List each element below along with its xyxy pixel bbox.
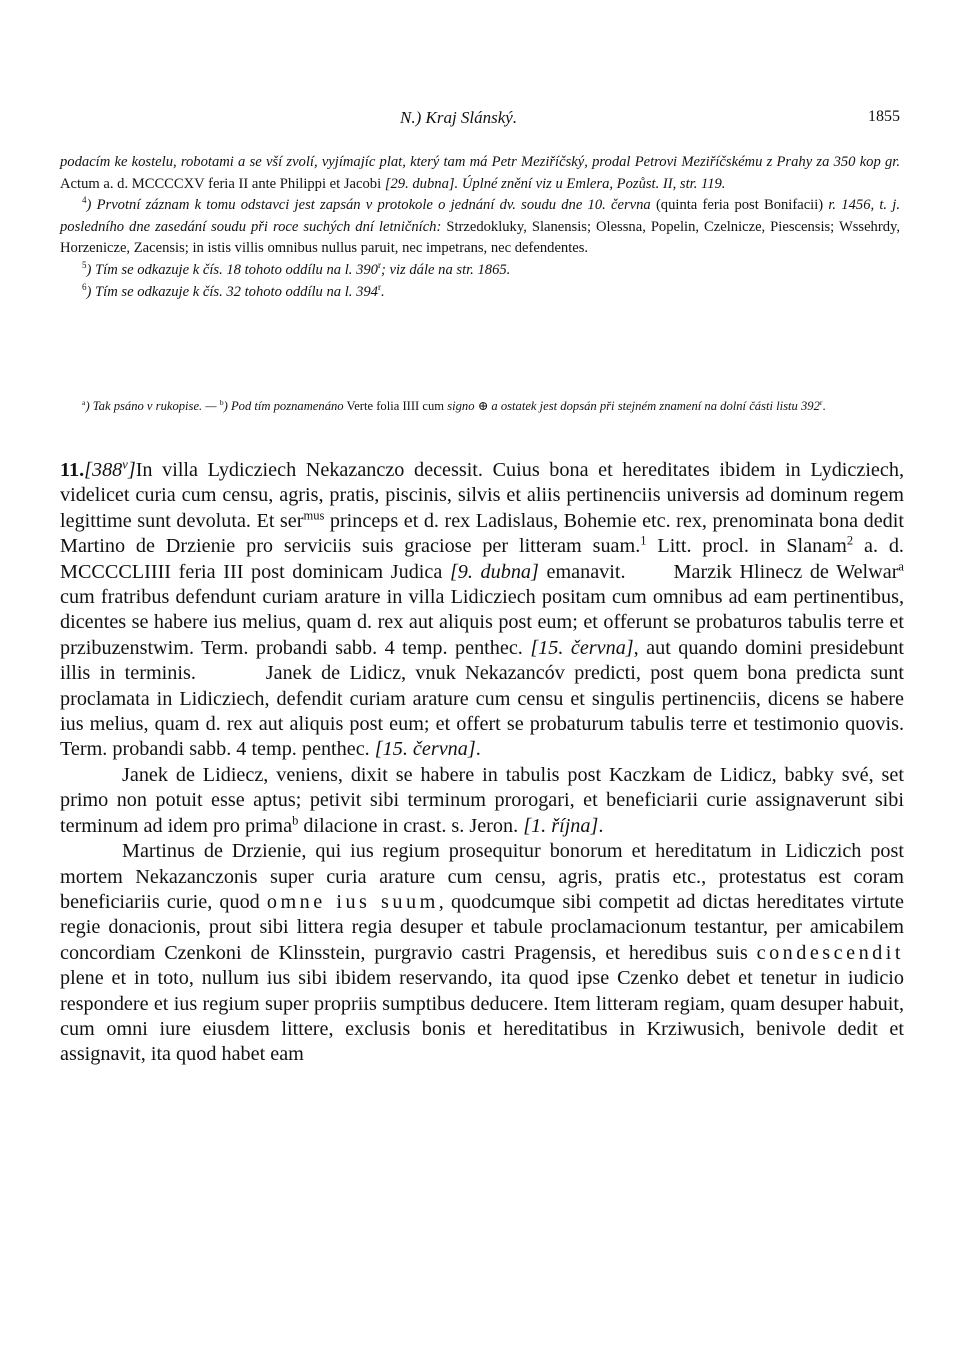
date-gloss: [1. října]: [523, 814, 599, 837]
entry-11-paragraph-1: 11.[388$^v$]In villa Lydicziech Nekazanczo decessit. Cuius bona et hereditates ibidem in Lydicziech, videlicet curia cum censu, agris, pratis, piscinis, silvis et aliis pertinenciis universis ad dominum regem legittime sunt devoluta. Et ser$^{mus}$ princeps et d. rex Ladislaus, Bohemie etc. rex, prenominata bona dedit Martino de Drzienie pro serviciis suis graciose per litteram suam.$^1$ Litt. procl. in Slanam$^2$ a. d. MCCCCLIIII feria III post dominicam Judica [9. dubna] emanavit. Marzik Hlinecz de Welwar$^a$ cum fratribus defendunt curiam arature in villa Lidicziech positam cum omnibus ad eam pertinentibus, dicentes se habere ius melius, quam d. rex aut aliquis post eum; et offerunt se probaturos tabulis terre et przibuzenstwim. Term. probandi sabb. 4 temp. penthec. [15. června], aut quando domini presidebunt illis in terminis. Janek de Lidicz, vnuk Nekazancóv predicti, post quem bona predicta sunt proclamata in Lidicziech, defendit curiam arature cum censu et singulis pertinenciis, dicens se habere ius melius, quam d. rex aut aliquis post eum; et offert se probaturum tabulis terre et testimonio quovis. Term. probandi sabb. 4 temp. penthec. [15. června].: [60, 457, 904, 761]
date-gloss: [15. června]: [530, 636, 634, 659]
footnote-continuation: podacím ke kostelu, robotami a se vší zvolí, vyjímajíc plat, který tam má Petr Meziříčský, prodal Petrovi Meziříčskému z Prahy za 350 kop gr. Actum a. d. MCCCCXV feria II ante Philippi et Jacobi [29. dubna]. Úplné znění viz u Emlera, Pozůst. II, str. 119.: [60, 154, 900, 192]
date-gloss: [15. června]: [374, 738, 476, 761]
textual-note-ref: b: [292, 812, 299, 827]
textual-note-a-b: $^a$) Tak psáno v rukopise. — $^b$) Pod tím poznamenáno Verte folia IIII cum signo ⊕ a ostatek jest dopsán při stejném znamení na dolní části listu 392$^r$.: [82, 397, 826, 413]
running-header: [60, 108, 900, 130]
footnote-number: 6: [82, 281, 87, 292]
footnote-5: $^5$) Tím se odkazuje k čís. 18 tohoto oddílu na l. 390$^r$; viz dále na str. 1865.: [82, 260, 511, 278]
entry-11-paragraph-2: Janek de Lidiecz, veniens, dixit se habere in tabulis post Kaczkam de Lidicz, babky své, set primo non potuit esse aptus; petivit sibi terminum prorogari, et beneficiarii curie assignaverunt sibi terminum ad idem pro prima$^b$ dilacione in crast. s. Jeron. [1. října].: [60, 763, 904, 837]
footnote-ref: 2: [846, 533, 854, 548]
date-gloss: [9. dubna]: [449, 560, 539, 583]
spaced-emphasis: omne ius suum: [266, 890, 439, 913]
folio-reference: [388$^v$]: [84, 457, 136, 481]
footnote-number: 4: [82, 195, 87, 206]
page-number: 1855: [868, 108, 900, 125]
main-text: [60, 458, 904, 1068]
running-title: N.) Kraj Slánský.: [400, 108, 518, 127]
footnote-block: [60, 152, 900, 303]
textual-note-ref: a: [898, 558, 904, 573]
entry-11-paragraph-3: Martinus de Drzienie, qui ius regium prosequitur bonorum et hereditatum in Lidiczich post mortem Nekazanczonis super curia arature cum censu, agris, pratis etc., protestatus est coram beneficiariis curie, quod omne ius suum, quodcumque sibi competit ad dictas hereditates virtute regie donacionis, prout sibi littera regia desuper et tabule proclamacionum testantur, per amicabilem concordiam Czenkoni de Klinsstein, purgravio castri Pragensis, et heredibus suis condescendit plene et in toto, nullum ius sibi ibidem reservando, ita quod ipse Czenko debet et tenetur in iudicio respondere et ius regium super propriis sumptibus deducere. Item litteram regiam, quam desuper habuit, cum omni iure eiusdem littere, exclusis bonis et hereditatibus in Krziwusich, benivole dedit et assignavit, ita quod habet eam: [60, 840, 904, 1066]
textual-notes: [60, 396, 900, 416]
cross-circle-symbol: ⊕: [477, 399, 489, 413]
footnote-number: 5: [82, 260, 87, 271]
entry-number: 11.: [60, 459, 85, 481]
footnote-6: $^6$) Tím se odkazuje k čís. 32 tohoto oddílu na l. 394$^r$.: [82, 281, 385, 300]
spaced-emphasis: condescendit: [756, 941, 904, 964]
footnote-4: $^4$) Prvotní záznam k tomu odstavci jest zapsán v protokole o jednání dv. soudu dne 10. června (quinta feria post Bonifacii) r. 1456, t. j. posledního dne zasedání soudu při roce suchých dní letničních: Strzedokluky, Slanensis; Olessna, Popelin, Czelnicze, Piescensis; Wssehrdy, Horzenicze, Zacensis; in istis villis omnibus nullus paruit, nec impetrans, nec defendentes.: [60, 195, 900, 257]
footnote-ref: 1: [640, 533, 647, 548]
